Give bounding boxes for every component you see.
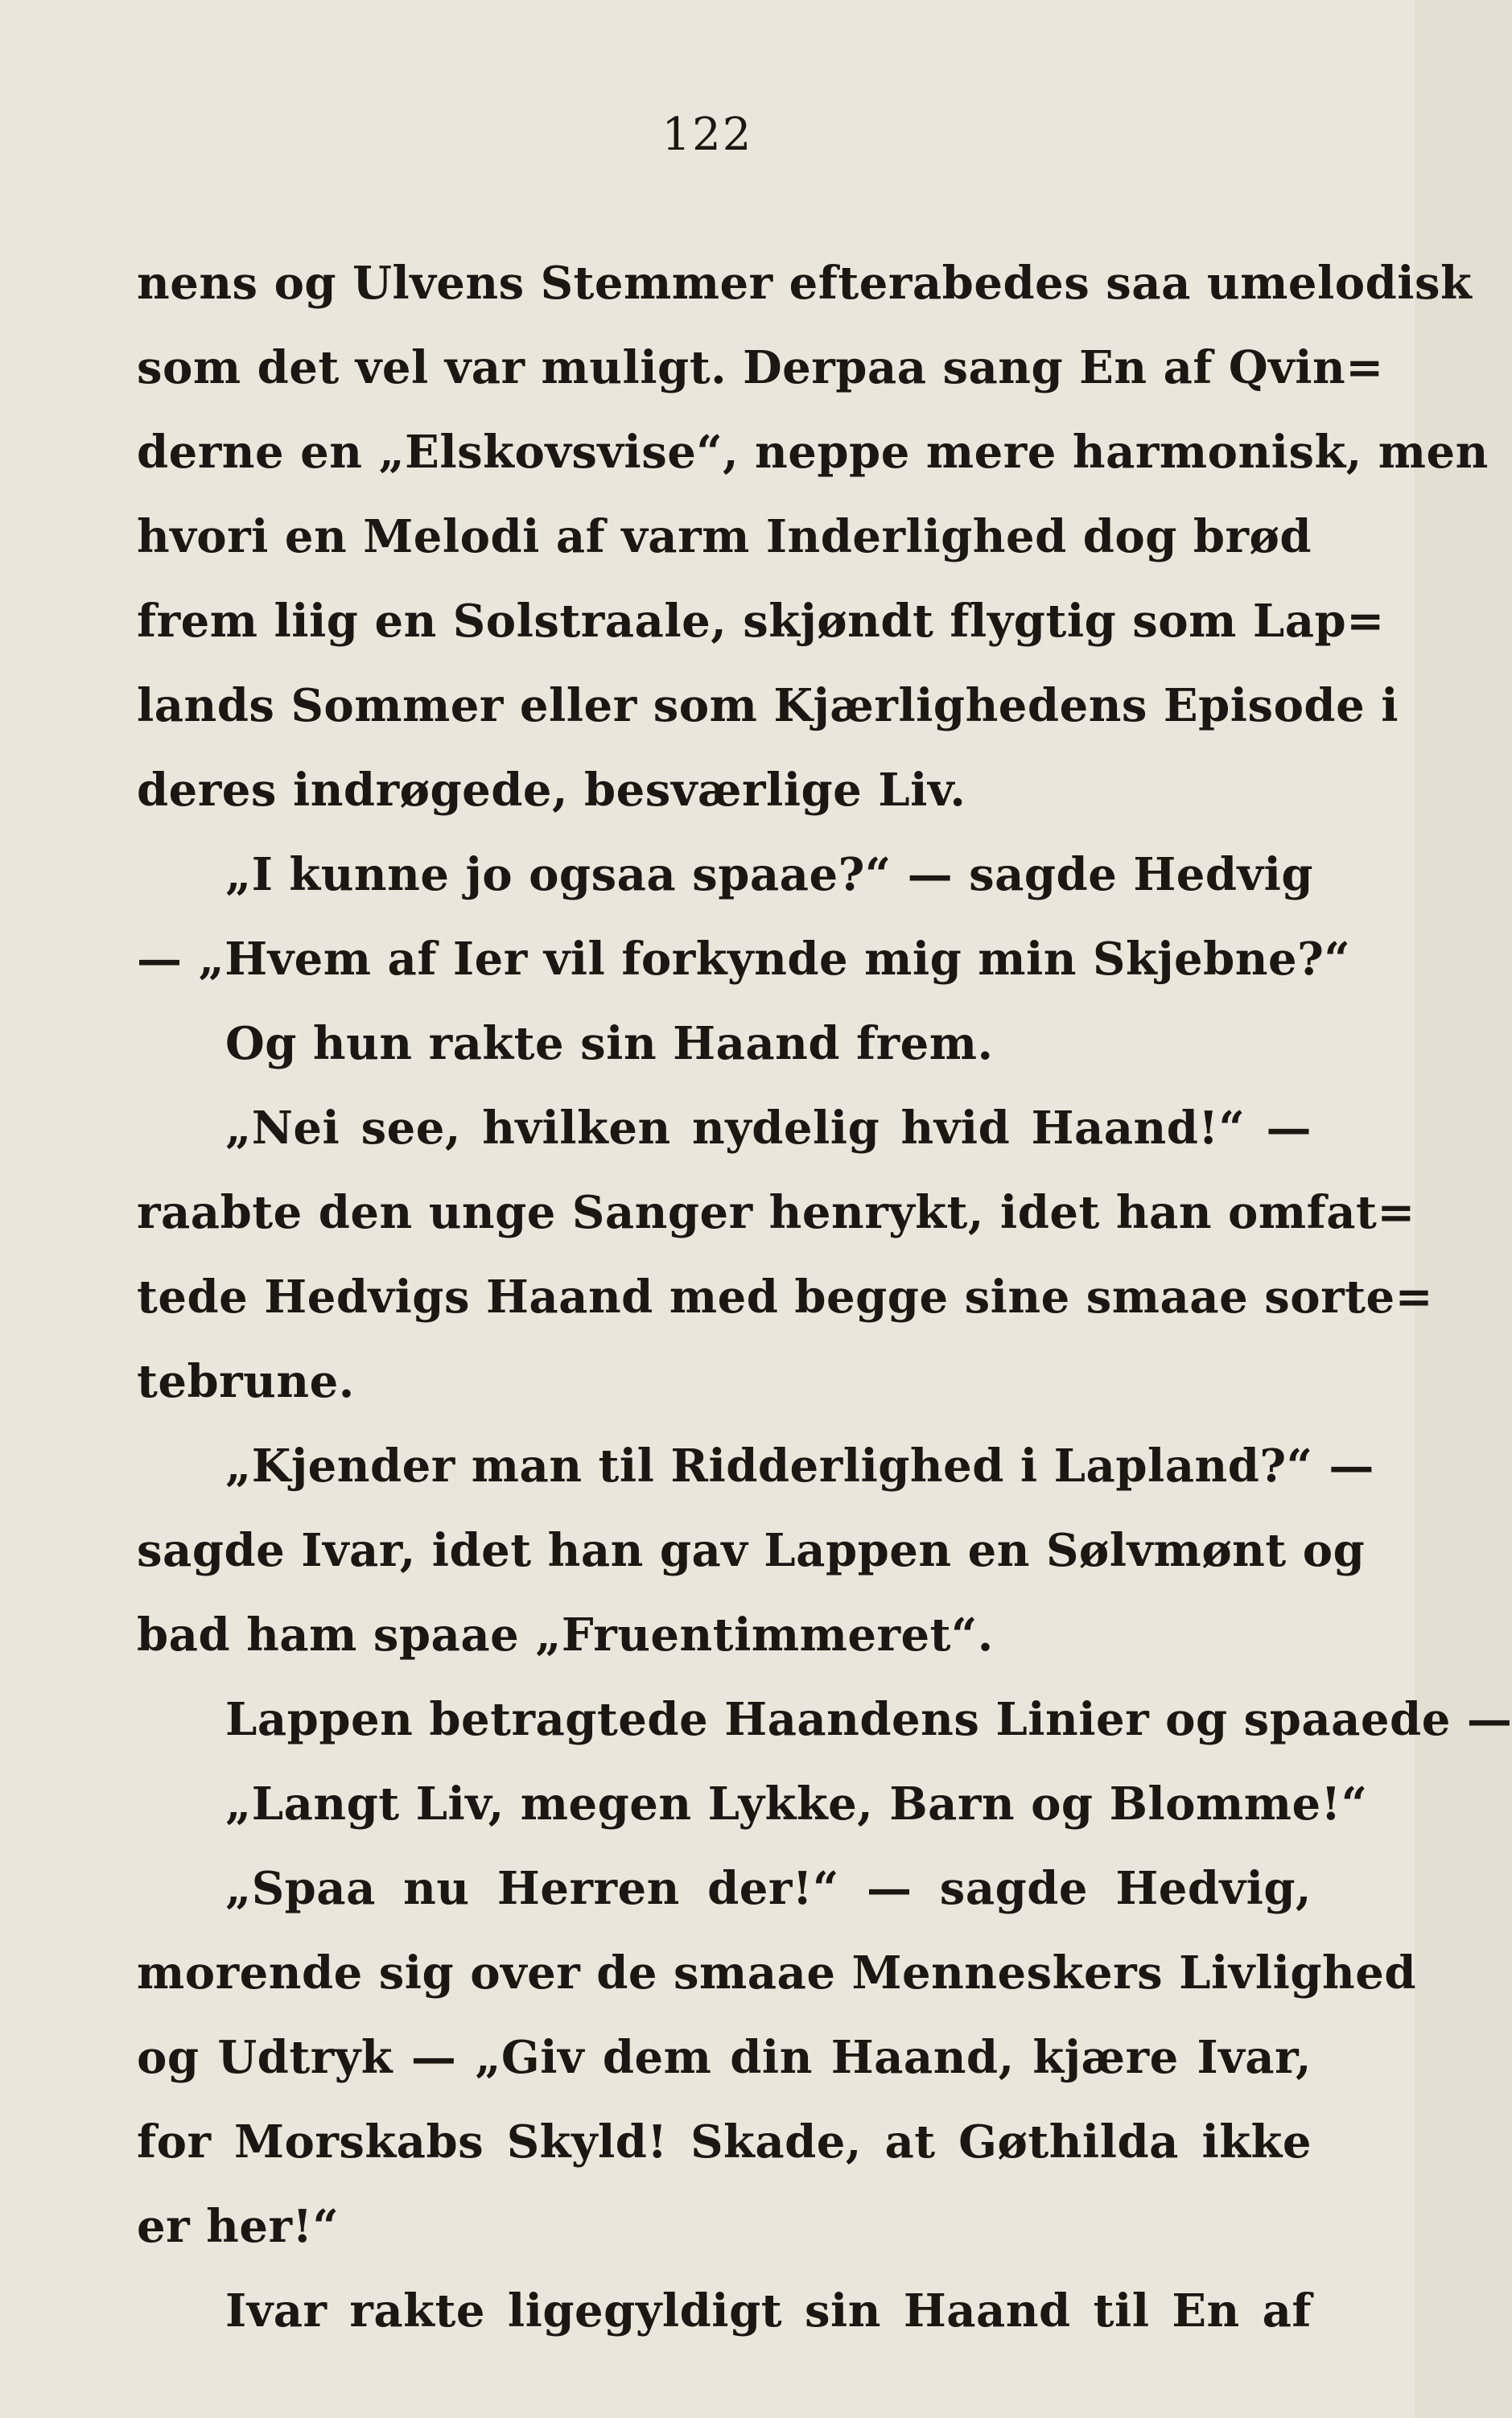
text-line: som det vel var muligt. Derpaa sang En af Qvin=: [137, 341, 1384, 394]
text-line: „Langt Liv, megen Lykke, Barn og Blomme!“: [225, 1777, 1368, 1831]
text-line: „I kunne jo ogsaa spaae?“ — sagde Hedvig: [225, 848, 1313, 901]
text-line: for Morskabs Skyld! Skade, at Gøthilda ikke: [137, 2115, 1312, 2169]
text-line: „Nei see, hvilken nydelig hvid Haand!“ —: [225, 1102, 1312, 1155]
text-line: frem liig en Solstraale, skjøndt flygtig som Lap=: [137, 595, 1385, 648]
page-number: 122: [661, 109, 753, 161]
text-line: er her!“: [137, 2200, 340, 2253]
text-line: og Udtryk — „Giv dem din Haand, kjære Ivar,: [137, 2031, 1312, 2084]
text-line: tede Hedvigs Haand med begge sine smaae sorte=: [137, 1271, 1433, 1324]
text-line: raabte den unge Sanger henrykt, idet han omfat=: [137, 1186, 1415, 1239]
body-text: [137, 241, 1512, 2354]
text-line: tebrune.: [137, 1355, 355, 1408]
text-line: morende sig over de smaae Menneskers Livlighed: [137, 1946, 1417, 2000]
text-line: Og hun rakte sin Haand frem.: [225, 1017, 994, 1070]
text-line: deres indrøgede, besværlige Liv.: [137, 764, 966, 817]
text-line: derne en „Elskovsvise“, neppe mere harmonisk, men: [137, 426, 1489, 479]
text-line: lands Sommer eller som Kjærlighedens Episode i: [137, 679, 1399, 732]
text-line: sagde Ivar, idet han gav Lappen en Sølvmønt og: [137, 1524, 1366, 1577]
text-line: „Kjender man til Ridderlighed i Lapland?“ —: [225, 1440, 1374, 1493]
text-line: Ivar rakte ligegyldigt sin Haand til En af: [225, 2284, 1312, 2338]
text-line: „Spaa nu Herren der!“ — sagde Hedvig,: [225, 1862, 1312, 1915]
text-line: Lappen betragtede Haandens Linier og spaaede —: [225, 1693, 1512, 1746]
text-line: — „Hvem af Ier vil forkynde mig min Skjebne?“: [137, 933, 1351, 986]
text-line: nens og Ulvens Stemmer efterabedes saa umelodisk: [137, 257, 1473, 310]
text-line: bad ham spaae „Fruentimmeret“.: [137, 1609, 994, 1662]
text-line: hvori en Melodi af varm Inderlighed dog brød: [137, 510, 1312, 563]
